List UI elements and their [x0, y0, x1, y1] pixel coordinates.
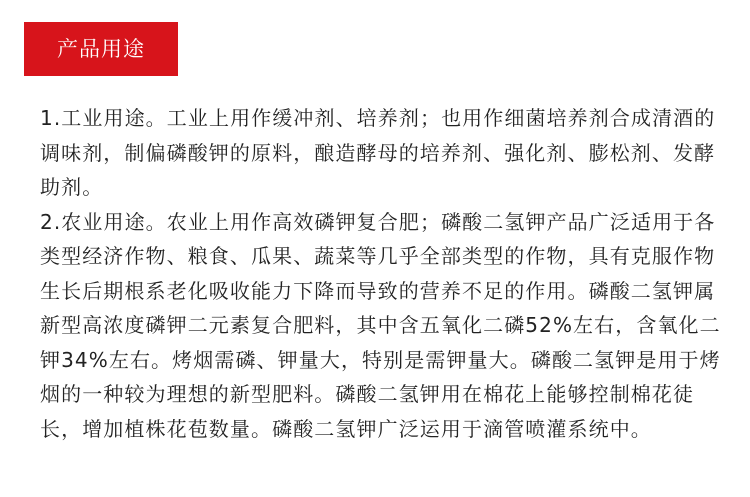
usage-description [40, 101, 726, 446]
paragraph-agricultural-usage: 2.农业用途。农业上用作高效磷钾复合肥；磷酸二氢钾产品广泛适用于各类型经济作物、粮食、瓜果、蔬菜等几乎全部类型的作物，具有克服作物生长后期根系老化吸收能力下降而导致的营养不足的作用。磷酸二氢钾属新型高浓度磷钾二元素复合肥料，其中含五氧化二磷52%左右，含氧化二钾34%左右。烤烟需磷、钾量大，特别是需钾量大。磷酸二氢钾是用于烤烟的一种较为理想的新型肥料。磷酸二氢钾用在棉花上能够控制棉花徒长，增加植株花苞数量。磷酸二氢钾广泛运用于滴管喷灌系统中。 [40, 209, 721, 441]
section-header-product-usage: 产品用途 [24, 22, 178, 76]
paragraph-industrial-usage: 1.工业用途。工业上用作缓冲剂、培养剂；也用作细菌培养剂合成清酒的调味剂，制偏磷酸钾的原料，酿造酵母的培养剂、强化剂、膨松剂、发酵助剂。 [40, 106, 716, 199]
